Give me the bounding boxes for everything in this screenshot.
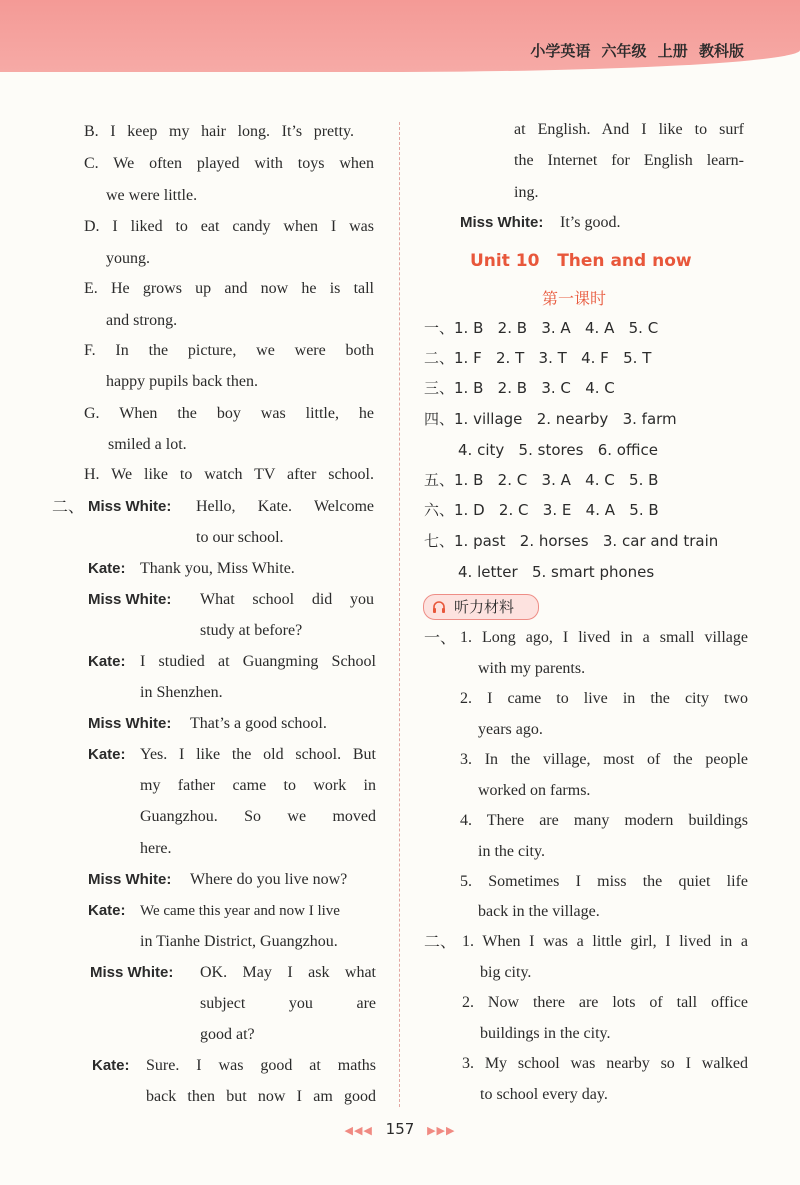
option-f: F. In the picture, we were both: [84, 342, 374, 359]
dialogue-line: That’s a good school.: [190, 715, 327, 732]
unit-title: Unit 10 Then and now: [470, 251, 692, 271]
option-e: E. He grows up and now he is tall: [84, 280, 374, 297]
dialogue-line: We came this year and now I live: [140, 903, 340, 919]
dialogue-line: Sure. I was good at maths: [146, 1057, 376, 1074]
dialogue-line: in Shenzhen.: [140, 684, 223, 701]
section-one-marker: 一、: [424, 628, 457, 647]
speaker-kate: Kate:: [88, 902, 126, 919]
speaker-miss-white: Miss White:: [88, 498, 172, 515]
lesson-title: 第一课时: [542, 289, 607, 308]
answer-row: 四、1. village 2. nearby 3. farm: [424, 410, 677, 428]
dialogue-line: What school did you: [200, 591, 374, 608]
dialogue-line: subject you are: [200, 995, 376, 1012]
dialogue-line: It’s good.: [560, 214, 621, 231]
speaker-miss-white: Miss White:: [460, 214, 544, 231]
dialogue-line: my father came to work in: [140, 777, 376, 794]
dialogue-line: in Tianhe District, Guangzhou.: [140, 933, 338, 950]
dialogue-line: Guangzhou. So we moved: [140, 808, 376, 825]
headphones-icon: [432, 600, 446, 614]
listening-label: 听力材料: [454, 598, 515, 616]
dialogue-line: good at?: [200, 1026, 255, 1043]
listening-line: big city.: [480, 964, 532, 981]
answer-row: 七、1. past 2. horses 3. car and train: [424, 532, 719, 550]
speaker-kate: Kate:: [88, 746, 126, 763]
listening-line: 4. There are many modern buildings: [460, 812, 748, 829]
speaker-miss-white: Miss White:: [88, 871, 172, 888]
speaker-kate: Kate:: [92, 1057, 130, 1074]
listening-line: 3. My school was nearby so I walked: [462, 1055, 748, 1072]
book-title: 小学英语 六年级 上册 教科版: [530, 42, 744, 60]
listening-line: 1. When I was a little girl, I lived in a: [462, 933, 748, 950]
answer-row: 五、1. B 2. C 3. A 4. C 5. B: [424, 471, 659, 489]
listening-line: 5. Sometimes I miss the quiet life: [460, 873, 748, 890]
header-band: [0, 0, 800, 72]
speaker-miss-white: Miss White:: [90, 964, 174, 981]
listening-line: 3. In the village, most of the people: [460, 751, 748, 768]
option-g: G. When the boy was little, he: [84, 405, 374, 422]
dialogue-line: ing.: [514, 184, 539, 201]
dialogue-line: at English. And I like to surf: [514, 121, 744, 138]
listening-line: worked on farms.: [478, 782, 591, 799]
option-f-cont: happy pupils back then.: [106, 373, 258, 390]
dialogue-line: Where do you live now?: [190, 871, 348, 888]
dialogue-line: Yes. I like the old school. But: [140, 746, 376, 763]
dialogue-line: back then but now I am good: [146, 1088, 376, 1105]
listening-line: 2. I came to live in the city two: [460, 690, 748, 707]
option-d: D. I liked to eat candy when I was: [84, 218, 374, 235]
listening-line: to school every day.: [480, 1086, 608, 1103]
speaker-miss-white: Miss White:: [88, 591, 172, 608]
listening-line: back in the village.: [478, 903, 600, 920]
page-footer: [0, 1120, 800, 1138]
option-c: C. We often played with toys when: [84, 155, 374, 172]
left-arrows-icon: ◀◀◀: [344, 1124, 373, 1137]
option-b: B. I keep my hair long. It’s pretty.: [84, 123, 354, 140]
option-h: H. We like to watch TV after school.: [84, 466, 374, 483]
dialogue-line: the Internet for English learn-: [514, 152, 744, 169]
dialogue-line: I studied at Guangming School: [140, 653, 376, 670]
dialogue-line: Thank you, Miss White.: [140, 560, 295, 577]
answer-row: 二、1. F 2. T 3. T 4. F 5. T: [424, 349, 652, 367]
option-d-cont: young.: [106, 250, 150, 267]
listening-line: years ago.: [478, 721, 543, 738]
listening-line: 2. Now there are lots of tall office: [462, 994, 748, 1011]
column-divider: [399, 122, 400, 1107]
option-e-cont: and strong.: [106, 312, 178, 329]
right-arrows-icon: ▶▶▶: [427, 1124, 456, 1137]
speaker-kate: Kate:: [88, 560, 126, 577]
dialogue-line: here.: [140, 840, 172, 857]
section-two-marker: 二、: [424, 932, 457, 951]
answer-row: 4. letter 5. smart phones: [458, 563, 655, 581]
dialogue-line: to our school.: [196, 529, 284, 546]
listening-line: in the city.: [478, 843, 545, 860]
listening-material-tag: [423, 594, 539, 620]
answer-row: 4. city 5. stores 6. office: [458, 441, 658, 459]
speaker-miss-white: Miss White:: [88, 715, 172, 732]
option-c-cont: we were little.: [106, 187, 198, 204]
option-g-cont: smiled a lot.: [108, 436, 187, 453]
listening-line: with my parents.: [478, 660, 586, 677]
section-two-marker: 二、: [52, 497, 85, 516]
dialogue-line: Hello, Kate. Welcome: [196, 498, 374, 515]
listening-line: buildings in the city.: [480, 1025, 611, 1042]
page-number: 157: [385, 1120, 415, 1138]
speaker-kate: Kate:: [88, 653, 126, 670]
answer-row: 一、1. B 2. B 3. A 4. A 5. C: [424, 319, 659, 337]
dialogue-line: study at before?: [200, 622, 303, 639]
answer-row: 六、1. D 2. C 3. E 4. A 5. B: [424, 501, 659, 519]
answer-row: 三、1. B 2. B 3. C 4. C: [424, 379, 615, 397]
listening-line: 1. Long ago, I lived in a small village: [460, 629, 748, 646]
dialogue-line: OK. May I ask what: [200, 964, 376, 981]
